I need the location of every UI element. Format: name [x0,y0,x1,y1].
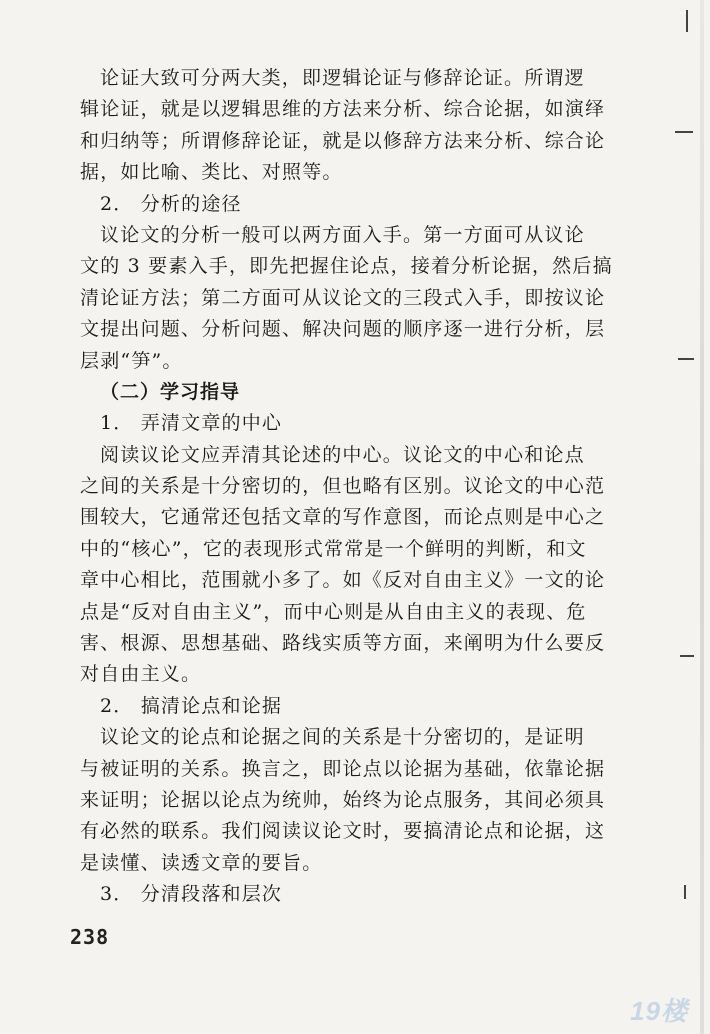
text-line: 阅读议论文应弄清其论述的中心。议论文的中心和论点 [100,443,585,466]
text-line: 3． 分清段落和层次 [100,883,283,906]
scan-mark [678,358,694,360]
text-line: 2． 搞清论点和论据 [100,694,283,717]
text-line: 之间的关系是十分密切的，但也略有区别。议论文的中心范 [80,475,606,498]
text-line: 辑论证，就是以逻辑思维的方法来分析、综合论据，如演绎 [80,98,606,121]
text-line: 有必然的联系。我们阅读议论文时，要搞清论点和论据，这 [80,820,606,843]
watermark-logo: 19楼 [630,996,688,1026]
text-line: 来证明；论据以论点为统帅，始终为论点服务，其间必须具 [80,788,606,811]
text-line: 1． 弄清文章的中心 [100,412,283,435]
text-line: 据，如比喻、类比、对照等。 [80,161,343,184]
text-line: 对自由主义。 [80,663,202,686]
text-line: 议论文的论点和论据之间的关系是十分密切的，是证明 [100,726,585,749]
text-line: 文提出问题、分析问题、解决问题的顺序逐一进行分析，层 [80,318,606,341]
text-line: 害、根源、思想基础、路线实质等方面，来阐明为什么要反 [80,632,606,655]
text-line: 2． 分析的途径 [100,192,242,215]
text-line: 是读懂、读透文章的要旨。 [80,851,323,874]
page-number: 238 [70,925,110,949]
scan-mark [680,655,694,657]
text-line: 层剥“笋”。 [80,349,183,372]
text-line: 点是“反对自由主义”，而中心则是从自由主义的表现、危 [80,600,587,623]
text-line: 清论证方法；第二方面可从议论文的三段式入手，即按议论 [80,286,606,309]
text-line: 和归纳等；所谓修辞论证，就是以修辞方法来分析、综合论 [80,129,606,152]
scan-mark [684,885,686,899]
text-line: 与被证明的关系。换言之，即论点以论据为基础，依靠论据 [80,757,606,780]
text-line: 论证大致可分两大类，即逻辑论证与修辞论证。所谓逻 [100,67,585,89]
text-line: 围较大，它通常还包括文章的写作意图，而论点则是中心之 [80,506,606,529]
section-heading: （二）学习指导 [100,380,241,403]
scan-mark [675,131,693,133]
scan-edge [700,0,704,1034]
text-line: 文的 3 要素入手，即先把握住论点，接着分析论据，然后搞 [80,255,613,278]
text-line: 章中心相比，范围就小多了。如《反对自由主义》一文的论 [80,569,606,592]
text-line: 中的“核心”，它的表现形式常常是一个鲜明的判断，和文 [80,537,587,560]
text-line: 议论文的分析一般可以两方面入手。第一方面可从议论 [100,223,585,246]
scan-mark [686,10,688,32]
body-text [80,63,613,911]
